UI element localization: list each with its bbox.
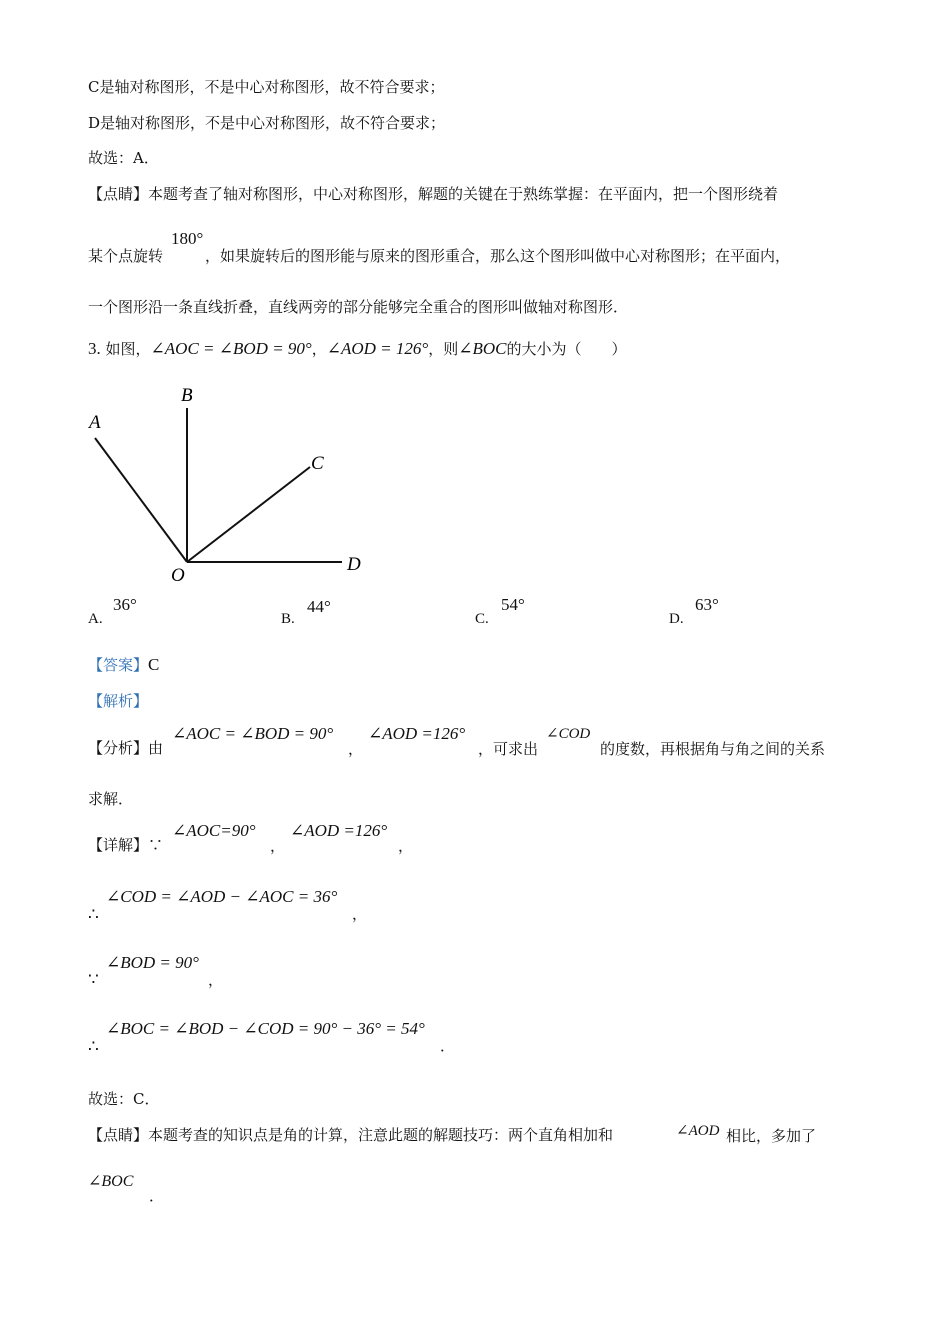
option-b-value: 44° xyxy=(307,597,331,616)
detail-math4: ∠BOC = ∠BOD − ∠COD = 90° − 36° = 54° xyxy=(106,1019,425,1038)
detail-end2: ， xyxy=(352,905,368,923)
note1-degree: 180° xyxy=(171,229,204,248)
note1-line3: 一个图形沿一条直线折叠，直线两旁的部分能够完全重合的图形叫做轴对称图形． xyxy=(88,298,629,316)
note2-math: ∠AOD xyxy=(676,1123,720,1139)
ray-oc xyxy=(187,467,310,562)
answer-value: C xyxy=(148,655,160,674)
question-number: 3. xyxy=(88,339,101,358)
fenxi-line2: 求解． xyxy=(88,790,134,808)
detail-therefore1: ∴ xyxy=(88,905,99,925)
detail-math1b: ∠AOD =126° xyxy=(290,821,388,840)
option-a-value: 36° xyxy=(113,595,137,614)
note2-math2: ∠BOC xyxy=(88,1173,134,1190)
fenxi-text3: 的度数，再根据角与角之间的关系 xyxy=(600,740,826,758)
label-c: C xyxy=(311,453,324,474)
option-c-letter: C. xyxy=(475,611,489,627)
label-o: O xyxy=(171,565,185,586)
note1-head: 【点睛】 xyxy=(88,185,149,203)
option-a-letter: A. xyxy=(88,611,103,627)
question-3 xyxy=(88,339,626,359)
question-tail: 的大小为（ ） xyxy=(506,340,627,358)
question-intro: 如图， xyxy=(105,340,151,358)
option-b-letter: B. xyxy=(281,611,295,627)
answer-line xyxy=(88,655,159,675)
label-d: D xyxy=(347,554,361,575)
question-sep1: ， xyxy=(311,340,327,358)
question-cond2: ∠AOD = 126° xyxy=(326,339,429,358)
fenxi-math1: ∠AOC = ∠BOD = 90° xyxy=(172,724,334,743)
line-d-explanation: D是轴对称图形，不是中心对称图形，故不符合要求； xyxy=(88,114,446,132)
ray-oa xyxy=(95,438,187,562)
note2-head: 【点睛】 xyxy=(88,1126,149,1144)
detail-math3: ∠BOD = 90° xyxy=(106,953,199,972)
choose-a: 故选：A． xyxy=(88,149,159,167)
question-ask: ∠BOC xyxy=(458,339,507,358)
fenxi-line1 xyxy=(88,738,163,758)
label-a: A xyxy=(89,412,101,433)
fenxi-head: 【分析】 xyxy=(88,739,149,757)
note1-line2 xyxy=(88,246,790,266)
detail-because2: ∵ xyxy=(88,970,99,990)
detail-end1: ， xyxy=(398,837,414,855)
detail-line1 xyxy=(88,835,163,855)
option-d-letter: D. xyxy=(669,611,684,627)
angle-figure xyxy=(80,380,380,590)
question-cond1: ∠AOC = ∠BOD = 90° xyxy=(150,339,312,358)
note2-line1 xyxy=(88,1125,613,1145)
question-sep2: ，则 xyxy=(428,340,459,358)
fenxi-sep: ， xyxy=(348,740,364,758)
fenxi-math2: ∠AOD =126° xyxy=(368,724,466,743)
detail-end4: ． xyxy=(440,1037,456,1055)
answer-head: 【答案】 xyxy=(88,656,149,674)
option-d-value: 63° xyxy=(695,595,719,614)
note2-end: ． xyxy=(149,1187,165,1205)
detail-math1a: ∠AOC=90° xyxy=(172,821,256,840)
note1-line2a: 某个点旋转 xyxy=(88,247,164,265)
detail-end3: ， xyxy=(208,971,224,989)
note1-line1 xyxy=(88,184,778,204)
detail-sep1: ， xyxy=(270,837,286,855)
label-b: B xyxy=(181,385,193,406)
fenxi-text1: 由 xyxy=(148,739,164,757)
note2-text: 本题考查的知识点是角的计算，注意此题的解题技巧：两个直角相加和 xyxy=(148,1126,614,1144)
note1-line2b: ，如果旋转后的图形能与原来的图形重合，那么这个图形叫做中心对称图形；在平面内， xyxy=(205,247,791,265)
detail-math2: ∠COD = ∠AOD − ∠AOC = 36° xyxy=(106,887,338,906)
note1-text: 本题考查了轴对称图形，中心对称图形，解题的关键在于熟练掌握：在平面内，把一个图形绕着 xyxy=(148,185,779,203)
line-c-explanation: C是轴对称图形，不是中心对称图形，故不符合要求； xyxy=(88,78,445,96)
fenxi-math3: ∠COD xyxy=(546,726,591,742)
detail-therefore2: ∴ xyxy=(88,1037,99,1057)
choose-c: 故选：C． xyxy=(88,1090,160,1108)
analysis-head: 【解析】 xyxy=(88,692,149,710)
fenxi-text2: ，可求出 xyxy=(478,740,539,758)
note2-text2: 相比，多加了 xyxy=(726,1127,817,1145)
option-c-value: 54° xyxy=(501,595,525,614)
detail-head: 【详解】 xyxy=(88,836,149,854)
detail-because1: ∵ xyxy=(148,836,164,854)
